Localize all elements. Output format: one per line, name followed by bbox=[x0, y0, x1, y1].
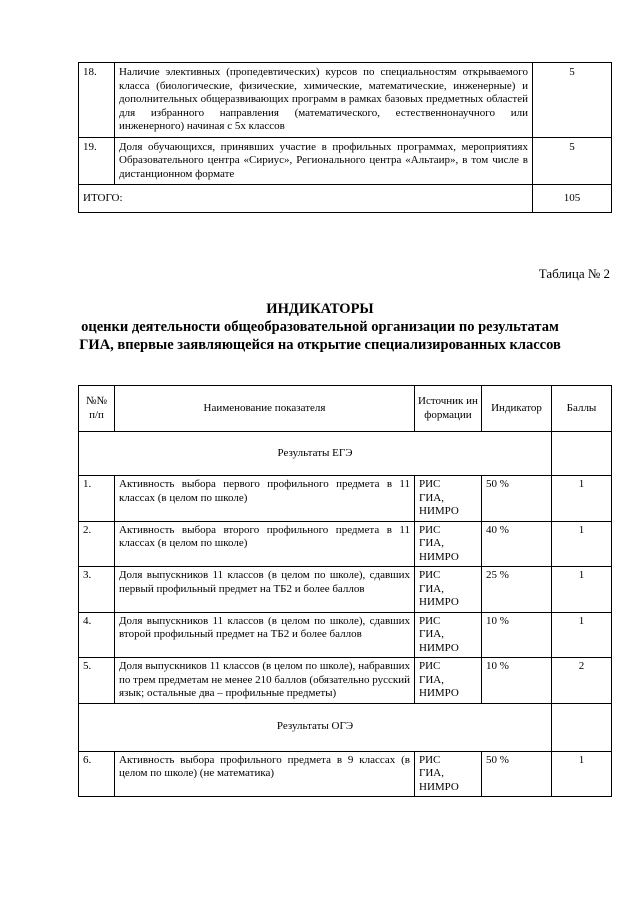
indicator-name: Доля выпускников 11 классов (в целом по школе), сдавших первый профильный предмет на ТБ2 и более баллов bbox=[115, 567, 415, 613]
table-row bbox=[79, 751, 612, 797]
table-header-row bbox=[79, 386, 612, 432]
indicator-value: 50 % bbox=[482, 751, 552, 797]
row-number: 5. bbox=[79, 658, 115, 704]
indicator-score: 1 bbox=[552, 476, 612, 522]
criterion-text: Доля обучающихся, принявших участие в профильных программах, мероприятиях Образовательного центра «Сириус», Регионального центра «Альтаир», в том числе в дистанционном формате bbox=[115, 137, 533, 185]
indicator-value: 10 % bbox=[482, 612, 552, 658]
section-empty-cell bbox=[552, 432, 612, 476]
table-row bbox=[79, 63, 612, 138]
indicator-source: РИС ГИА, НИМРО bbox=[415, 612, 482, 658]
indicator-source: РИС ГИА, НИМРО bbox=[415, 476, 482, 522]
header-indicator: Индикатор bbox=[482, 386, 552, 432]
criterion-score: 5 bbox=[533, 137, 612, 185]
indicator-name: Активность выбора профильного предмета в 9 классах (в целом по школе) (не математика) bbox=[115, 751, 415, 797]
indicator-name: Активность выбора первого профильного предмета в 11 классах (в целом по школе) bbox=[115, 476, 415, 522]
indicator-value: 40 % bbox=[482, 521, 552, 567]
page-title bbox=[0, 300, 640, 354]
criteria-table-continued bbox=[78, 62, 612, 213]
header-num: №№ п/п bbox=[79, 386, 115, 432]
indicator-value: 25 % bbox=[482, 567, 552, 613]
header-source: Источник информации bbox=[415, 386, 482, 432]
indicator-score: 1 bbox=[552, 521, 612, 567]
row-number: 2. bbox=[79, 521, 115, 567]
section-title-oge: Результаты ОГЭ bbox=[79, 703, 552, 751]
indicator-source: РИС ГИА, НИМРО bbox=[415, 521, 482, 567]
table-row bbox=[79, 612, 612, 658]
table-row bbox=[79, 476, 612, 522]
heading-line-3: ГИА, впервые заявляющейся на открытие специализированных классов bbox=[79, 337, 561, 353]
row-number: 3. bbox=[79, 567, 115, 613]
row-number: 18. bbox=[79, 63, 115, 138]
indicator-name: Доля выпускников 11 классов (в целом по школе), сдавших второй профильный предмет на ТБ2 и более баллов bbox=[115, 612, 415, 658]
total-value: 105 bbox=[533, 185, 612, 213]
total-label: ИТОГО: bbox=[79, 185, 533, 213]
row-number: 4. bbox=[79, 612, 115, 658]
header-score: Баллы bbox=[552, 386, 612, 432]
indicator-source: РИС ГИА, НИМРО bbox=[415, 658, 482, 704]
section-row-ege bbox=[79, 432, 612, 476]
table-row bbox=[79, 658, 612, 704]
indicator-score: 2 bbox=[552, 658, 612, 704]
total-row bbox=[79, 185, 612, 213]
criterion-score: 5 bbox=[533, 63, 612, 138]
heading-line-2: оценки деятельности общеобразовательной организации по результатам bbox=[81, 319, 559, 335]
indicator-value: 50 % bbox=[482, 476, 552, 522]
row-number: 6. bbox=[79, 751, 115, 797]
indicator-score: 1 bbox=[552, 751, 612, 797]
row-number: 1. bbox=[79, 476, 115, 522]
indicator-name: Активность выбора второго профильного предмета в 11 классах (в целом по школе) bbox=[115, 521, 415, 567]
indicators-table bbox=[78, 385, 612, 797]
indicator-source: РИС ГИА, НИМРО bbox=[415, 751, 482, 797]
row-number: 19. bbox=[79, 137, 115, 185]
section-empty-cell bbox=[552, 703, 612, 751]
indicator-source: РИС ГИА, НИМРО bbox=[415, 567, 482, 613]
table-row bbox=[79, 521, 612, 567]
header-name: Наименование показателя bbox=[115, 386, 415, 432]
table-caption: Таблица № 2 bbox=[538, 266, 610, 281]
section-row-oge bbox=[79, 703, 612, 751]
criterion-text: Наличие элективных (пропедевтических) курсов по специальностям открываемого класса (биологические, физические, химические, математические, инженерные) и дополнительных общеразвивающих программ в рамках базовых предметных областей для избранного направления (математического, естественнонаучного или инженерного) начиная с 5х классов bbox=[115, 63, 533, 138]
indicator-value: 10 % bbox=[482, 658, 552, 704]
indicator-score: 1 bbox=[552, 567, 612, 613]
table-row bbox=[79, 137, 612, 185]
heading-line-1: ИНДИКАТОРЫ bbox=[266, 301, 374, 317]
table-row bbox=[79, 567, 612, 613]
indicator-score: 1 bbox=[552, 612, 612, 658]
indicator-name: Доля выпускников 11 классов (в целом по школе), набравших по трем предметам не менее 210 баллов (обязательно русский язык; остальные два – профильные предметы) bbox=[115, 658, 415, 704]
section-title-ege: Результаты ЕГЭ bbox=[79, 432, 552, 476]
